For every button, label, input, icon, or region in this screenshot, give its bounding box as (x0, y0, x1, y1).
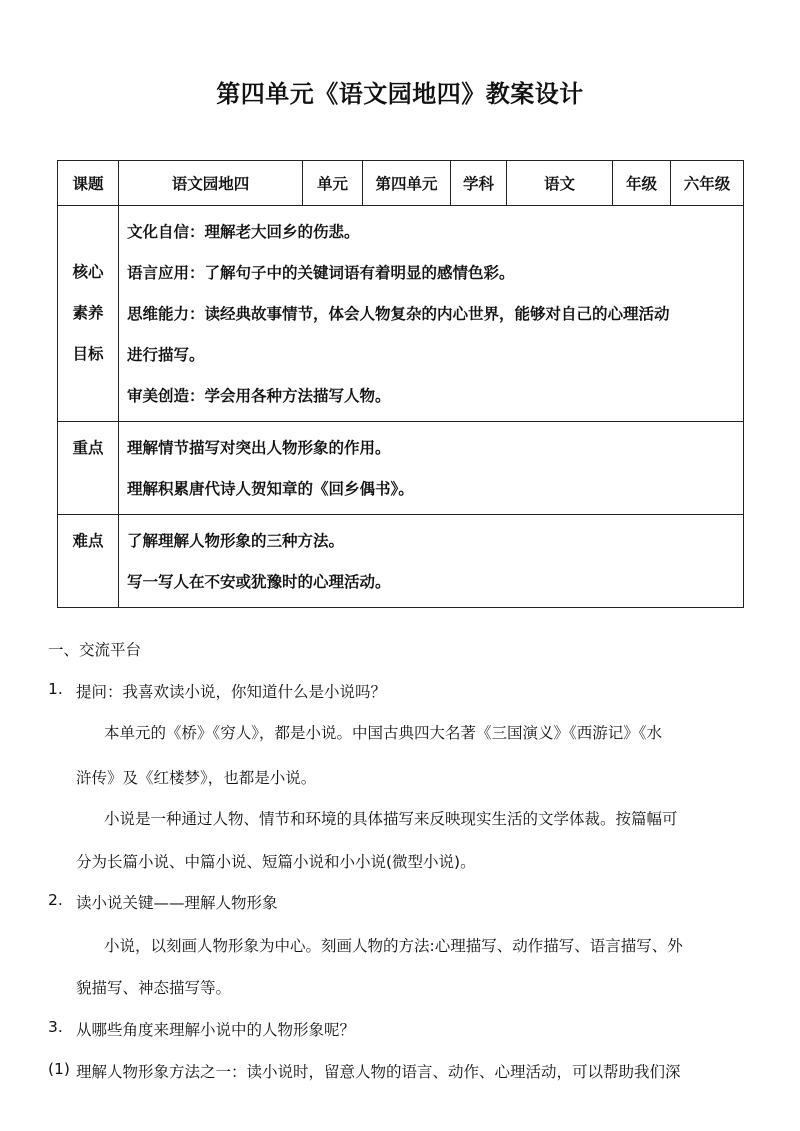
question-1 (48, 680, 386, 702)
core-goals-label (58, 206, 119, 422)
paragraph-line: 貌描写、神态描写等。 (76, 979, 232, 997)
subject-value: 语文 (507, 161, 613, 206)
core-goal-line: 文化自信：理解老大回乡的伤悲。 (127, 223, 360, 241)
difficult-points-row (58, 515, 744, 608)
paragraph-line: 小说是一种通过人物、情节和环境的具体描写来反映现实生活的文学体裁。按篇幅可 (104, 810, 678, 828)
key-points-row (58, 422, 744, 515)
grade-value: 六年级 (671, 161, 744, 206)
core-goal-line: 审美创造：学会用各种方法描写人物。 (127, 387, 391, 405)
paragraph-line: 分为长篇小说、中篇小说、短篇小说和小小说(微型小说)。 (76, 853, 476, 871)
question-text: 读小说关键——理解人物形象 (76, 894, 278, 912)
core-label-line: 目标 (72, 345, 104, 363)
paragraph-line: 小说，以刻画人物形象为中心。刻画人物的方法:心理描写、动作描写、语言描写、外 (104, 937, 683, 955)
question-text: 提问：我喜欢读小说，你知道什么是小说吗？ (76, 683, 387, 701)
topic-label: 课题 (58, 161, 119, 206)
difficult-points-content (119, 515, 744, 608)
difficult-points-label: 难点 (58, 515, 119, 608)
question-2 (48, 891, 278, 913)
key-point-line: 理解积累唐代诗人贺知章的《回乡偶书》。 (127, 480, 414, 498)
list-number: 3. (48, 1018, 63, 1036)
question-3 (48, 1018, 355, 1040)
core-label-line: 素养 (72, 304, 104, 322)
paragraph-line: 本单元的《桥》《穷人》，都是小说。中国古典四大名著《三国演义》《西游记》《水 (104, 724, 663, 742)
key-points-content (119, 422, 744, 515)
core-goal-line: 进行描写。 (127, 346, 205, 364)
core-goal-line: 思维能力：读经典故事情节，体会人物复杂的内心世界，能够对自己的心理活动 (127, 305, 670, 323)
core-goal-line: 语言应用：了解句子中的关键词语有着明显的感情色彩。 (127, 264, 515, 282)
list-number: (1) (48, 1060, 70, 1078)
subject-label: 学科 (451, 161, 507, 206)
grade-label: 年级 (613, 161, 671, 206)
unit-label: 单元 (303, 161, 363, 206)
difficult-point-line: 写一写人在不安或犹豫时的心理活动。 (127, 573, 391, 591)
lesson-plan-table (57, 160, 744, 608)
core-label-line: 核心 (72, 263, 104, 281)
difficult-point-line: 了解理解人物形象的三种方法。 (127, 532, 345, 550)
paragraph-line: 浒传》及《红楼梦》，也都是小说。 (76, 769, 317, 787)
core-goals-row (58, 206, 744, 422)
list-number: 2. (48, 891, 63, 909)
document-title: 第四单元《语文园地四》教案设计 (216, 80, 584, 108)
method-1 (48, 1060, 681, 1082)
unit-value: 第四单元 (363, 161, 451, 206)
key-points-label: 重点 (58, 422, 119, 515)
table-header-row (58, 161, 744, 206)
list-number: 1. (48, 680, 63, 698)
topic-value: 语文园地四 (119, 161, 303, 206)
section-heading: 一、交流平台 (48, 641, 142, 659)
core-goals-content (119, 206, 744, 422)
question-text: 从哪些角度来理解小说中的人物形象呢？ (76, 1021, 356, 1039)
method-text: 理解人物形象方法之一：读小说时，留意人物的语言、动作、心理活动，可以帮助我们深 (76, 1063, 681, 1081)
key-point-line: 理解情节描写对突出人物形象的作用。 (127, 439, 391, 457)
